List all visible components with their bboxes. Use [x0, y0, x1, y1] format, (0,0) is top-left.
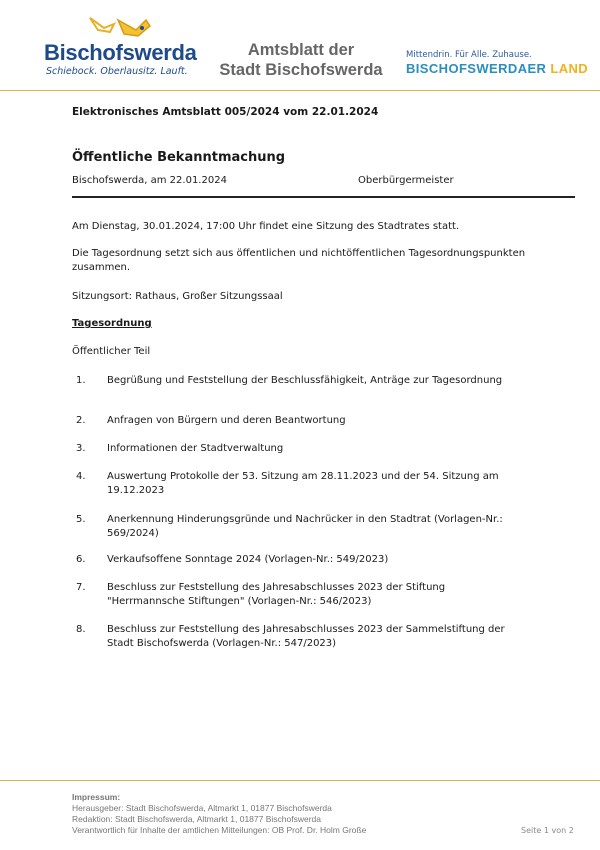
issue-line: Elektronisches Amtsblatt 005/2024 vom 22.01.2024: [72, 106, 379, 118]
meeting-location: Sitzungsort: Rathaus, Großer Sitzungssaal: [72, 291, 283, 302]
page-number: Seite 1 von 2: [521, 826, 574, 835]
agenda-item-text: Auswertung Protokolle der 53. Sitzung am 28.11.2023 und der 54. Sitzung am 19.12.2023: [107, 471, 499, 496]
meeting-announcement: Am Dienstag, 30.01.2024, 17:00 Uhr findet eine Sitzung des Stadtrates statt.: [72, 221, 460, 232]
agenda-item-text: Beschluss zur Feststellung des Jahresabschlusses 2023 der Stiftung "Herrmannsche Stiftungen" (Vorlagen-Nr.: 546/2023): [107, 582, 446, 607]
imprint-publisher: Herausgeber: Stadt Bischofswerda, Altmarkt 1, 01877 Bischofswerda: [72, 803, 332, 813]
agenda-item-number: 8.: [76, 624, 86, 635]
agenda-item-number: 5.: [76, 514, 86, 525]
region-name-main: BISCHOFSWERDAER: [406, 61, 547, 76]
imprint-editorial: Redaktion: Stadt Bischofswerda, Altmarkt 1, 01877 Bischofswerda: [72, 814, 321, 824]
birds-logo-icon: [84, 14, 154, 40]
logo-name: Bischofswerda: [44, 40, 197, 65]
agenda-item-text: Anfragen von Bürgern und deren Beantwortung: [107, 415, 346, 426]
place-date: Bischofswerda, am 22.01.2024: [72, 175, 227, 186]
agenda-item-number: 1.: [76, 375, 86, 386]
imprint: [72, 792, 582, 836]
agenda-item-number: 7.: [76, 582, 86, 593]
region-logo: [406, 50, 589, 76]
notice-heading: Öffentliche Bekanntmachung: [72, 150, 286, 165]
agenda-title: Tagesordnung: [72, 318, 152, 329]
heading-divider: [72, 196, 575, 198]
agenda-item-text: Begrüßung und Feststellung der Beschlussfähigkeit, Anträge zur Tagesordnung: [107, 375, 503, 386]
agenda-item-text: Verkaufsoffene Sonntage 2024 (Vorlagen-Nr.: 549/2023): [107, 554, 389, 565]
agenda-item-number: 3.: [76, 443, 86, 454]
region-name-accent: LAND: [550, 61, 589, 76]
agenda-item-text: Beschluss zur Feststellung des Jahresabschlusses 2023 der Sammelstiftung der Stadt Bischofswerda (Vorlagen-Nr.: 547/2023): [107, 624, 505, 649]
region-slogan: Mittendrin. Für Alle. Zuhause.: [406, 50, 532, 60]
agenda-item-number: 6.: [76, 554, 86, 565]
bischofswerda-logo: [44, 14, 197, 84]
document-header: [0, 0, 600, 90]
signer: Oberbürgermeister: [358, 175, 454, 186]
gazette-title-line2: Stadt Bischofswerda: [219, 61, 383, 79]
region-name: [406, 61, 589, 76]
footer-divider: [0, 780, 600, 781]
imprint-responsible: Verantwortlich für Inhalte der amtlichen Mitteilungen: OB Prof. Dr. Holm Große: [72, 825, 367, 835]
agenda-item-text: Informationen der Stadtverwaltung: [107, 443, 284, 454]
gazette-title-line1: Amtsblatt der: [247, 41, 355, 59]
agenda-item-number: 2.: [76, 415, 86, 426]
agenda-composition: Die Tagesordnung setzt sich aus öffentlichen und nichtöffentlichen Tagesordnungspunkten zusammen.: [72, 248, 526, 273]
public-part-label: Öffentlicher Teil: [72, 346, 151, 357]
agenda-item-number: 4.: [76, 471, 86, 482]
header-divider: [0, 90, 600, 91]
imprint-label: Impressum:: [72, 792, 121, 802]
logo-tagline: Schiebock. Oberlausitz. Lauft.: [46, 66, 188, 77]
gazette-title: [196, 40, 406, 80]
agenda-item-text: Anerkennung Hinderungsgründe und Nachrücker in den Stadtrat (Vorlagen-Nr.: 569/2024): [107, 514, 503, 539]
